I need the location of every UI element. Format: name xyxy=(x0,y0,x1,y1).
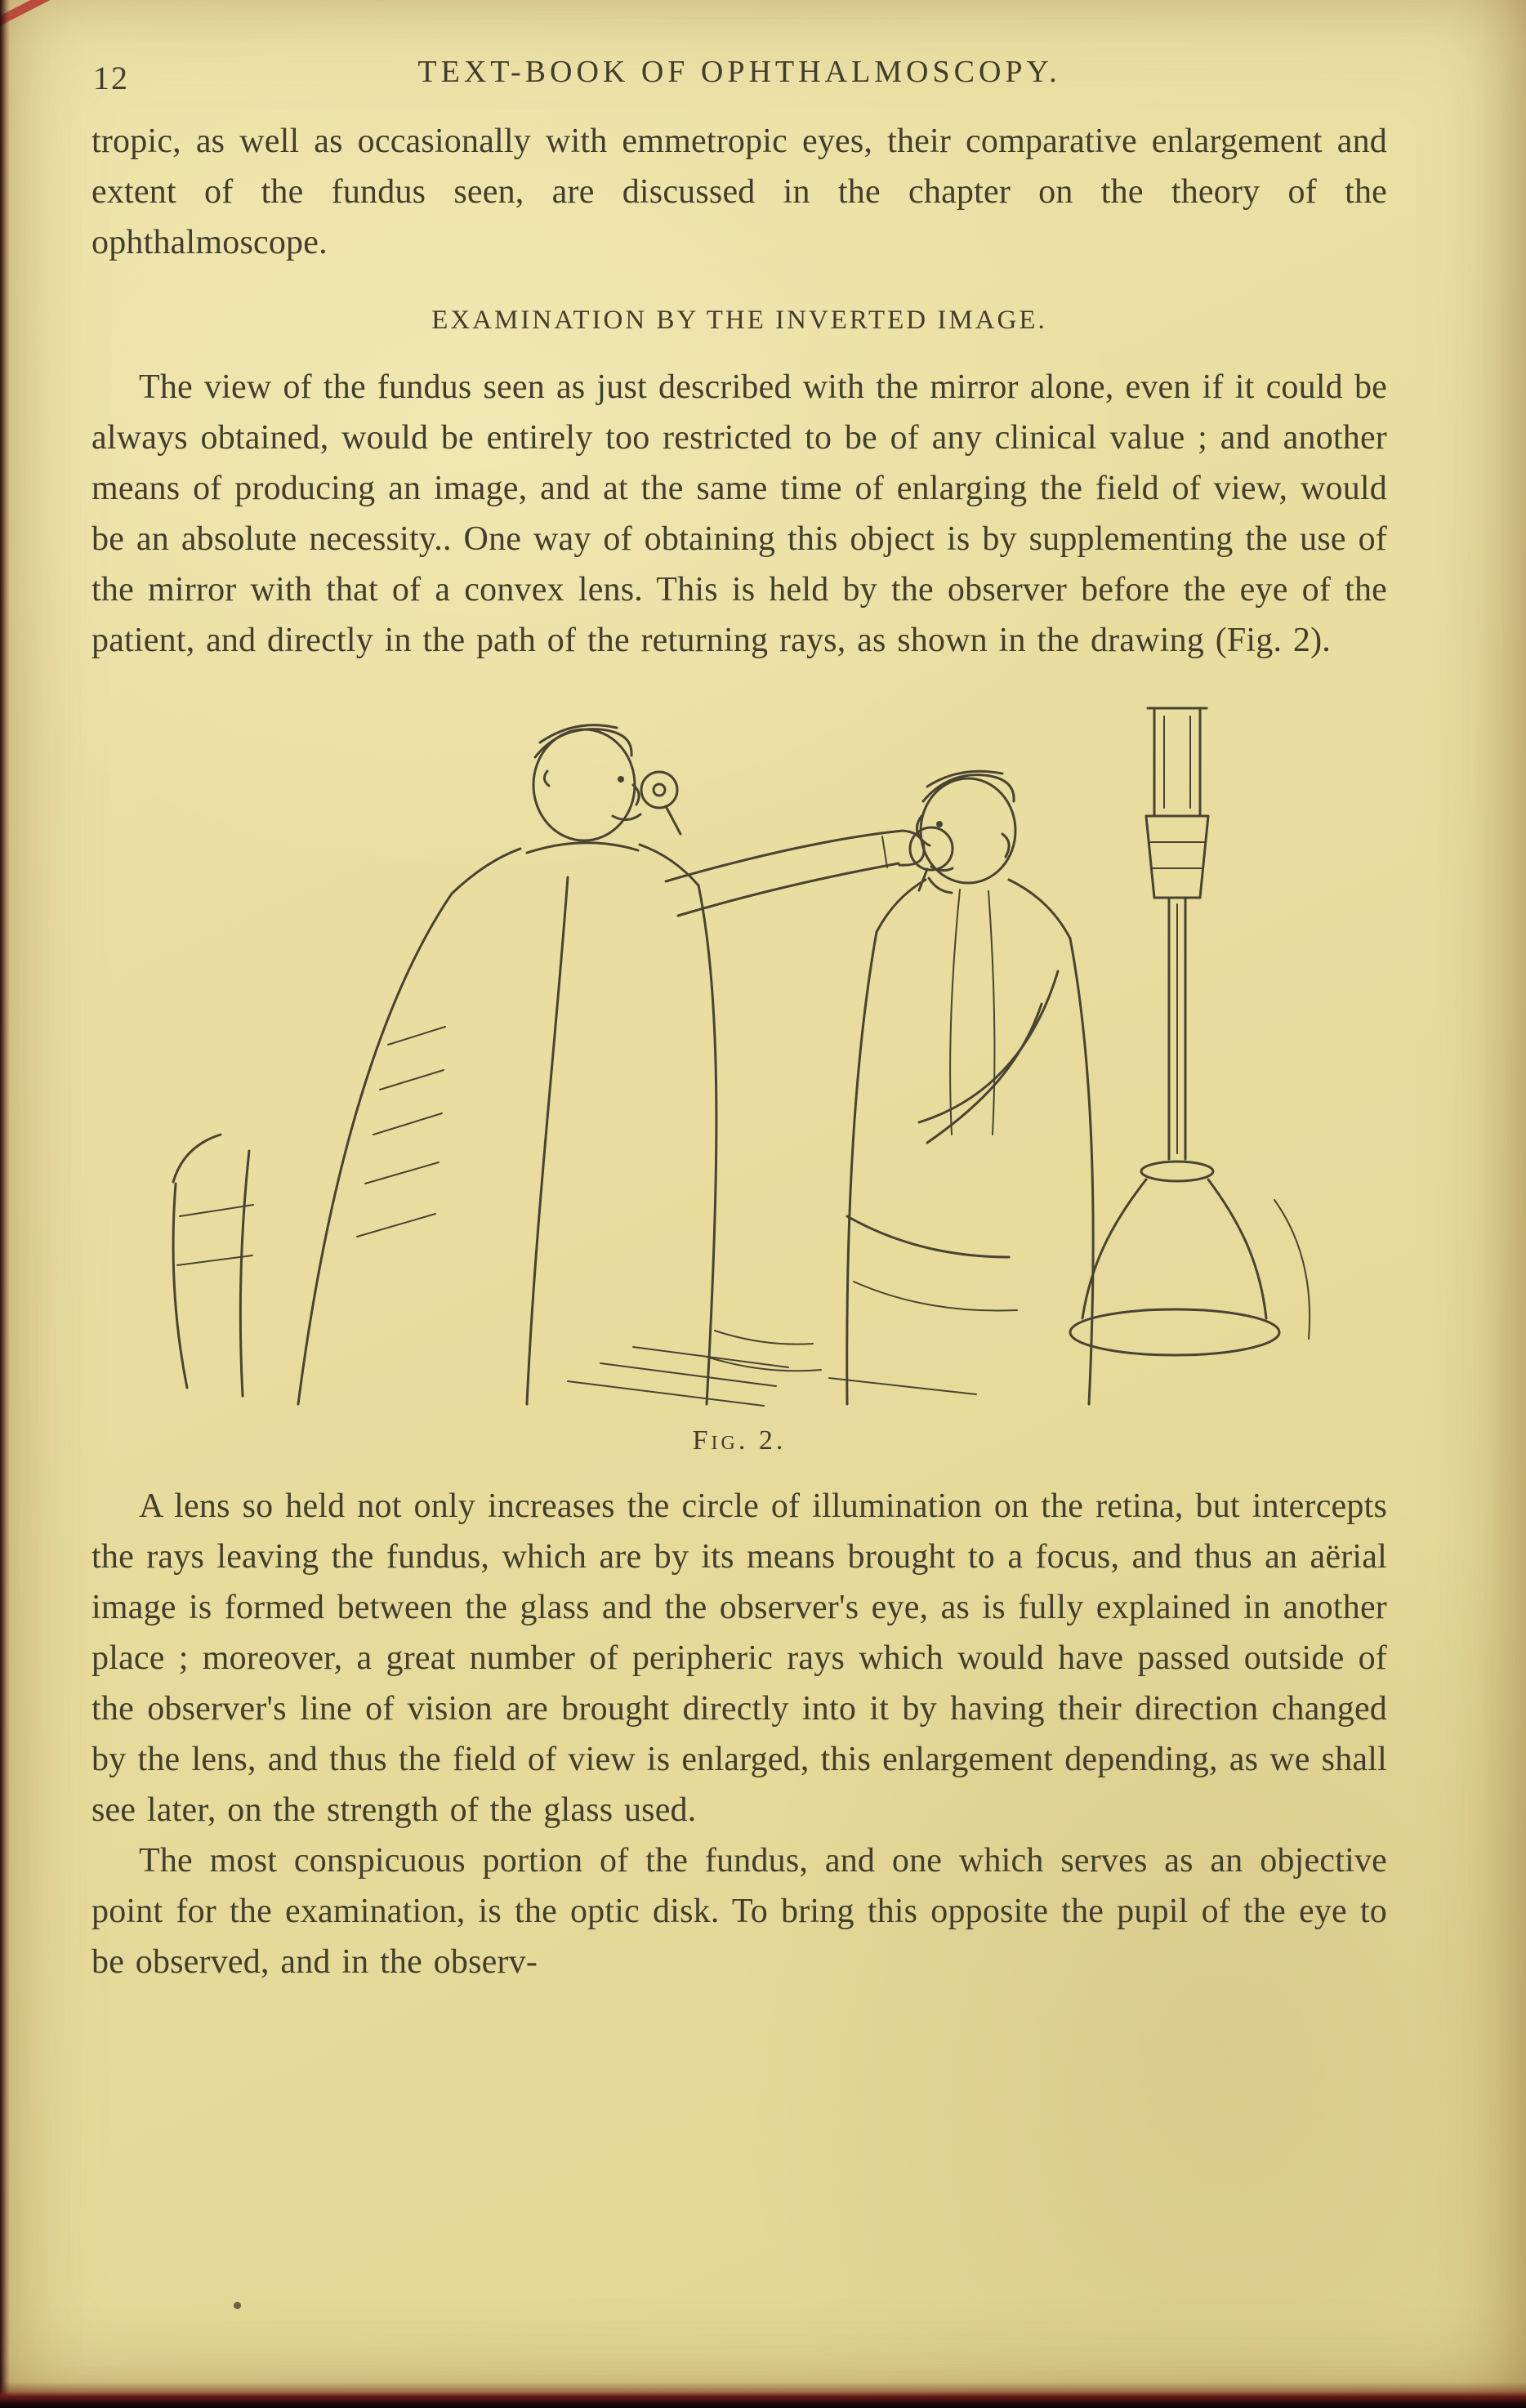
page-content xyxy=(91,49,1387,1987)
paragraph-lens-effect: A lens so held not only increases the circle of illumination on the retina, but intercepts the rays leaving the fundus, which are by its means brought to a focus, and thus an aërial image is formed between the glass and the observer's eye, as is fully explained in another place ; moreover, a great number of peripheric rays which would have passed outside of the observer's line of vision are brought directly into it by having their direction changed by the lens, and thus the field of view is enlarged, this enlargement depending, as we shall see later, on the strength of the glass used. xyxy=(91,1487,1387,1829)
paragraph-optic-disk: The most conspicuous portion of the fundus, and one which serves as an objective point for the examination, is the optic disk. To bring this opposite the pupil of the eye to be observed, and in the observ- xyxy=(91,1842,1387,1981)
section-heading: EXAMINATION BY THE INVERTED IMAGE. xyxy=(431,305,1047,335)
floor-hatching xyxy=(568,1331,976,1406)
chair xyxy=(173,1135,253,1396)
running-head xyxy=(91,49,1387,96)
paper-speck xyxy=(234,2302,241,2309)
figure-2 xyxy=(139,693,1340,1456)
running-title: TEXT-BOOK OF OPHTHALMOSCOPY. xyxy=(417,55,1061,89)
paragraph-continuation: tropic, as well as occasionally with emmetropic eyes, their comparative enlargement and extent of the fundus seen, are discussed in the chapter on the theory of the ophthalmoscope. xyxy=(91,123,1387,261)
lamp xyxy=(1070,708,1310,1355)
engraving-illustration xyxy=(143,693,1336,1412)
scan-edge-bottom xyxy=(0,2382,1526,2408)
paragraph-inverted-image: The view of the fundus seen as just described with the mirror alone, even if it could be always obtained, would be entirely too restricted to be of any clinical value ; and another means of producing an image, and at the same time of enlarging the field of view, would be an absolute necessity.. One way of obtaining this object is by supplementing the use of the mirror with that of a convex lens. This is held by the observer before the eye of the patient, and directly in the path of the returning rays, as shown in the drawing (Fig. 2). xyxy=(91,368,1387,659)
figure-caption: Fig. 2. xyxy=(692,1425,787,1456)
page-number: 12 xyxy=(93,60,129,96)
observer-figure xyxy=(298,725,953,1404)
scan-edge-left xyxy=(0,0,10,2408)
